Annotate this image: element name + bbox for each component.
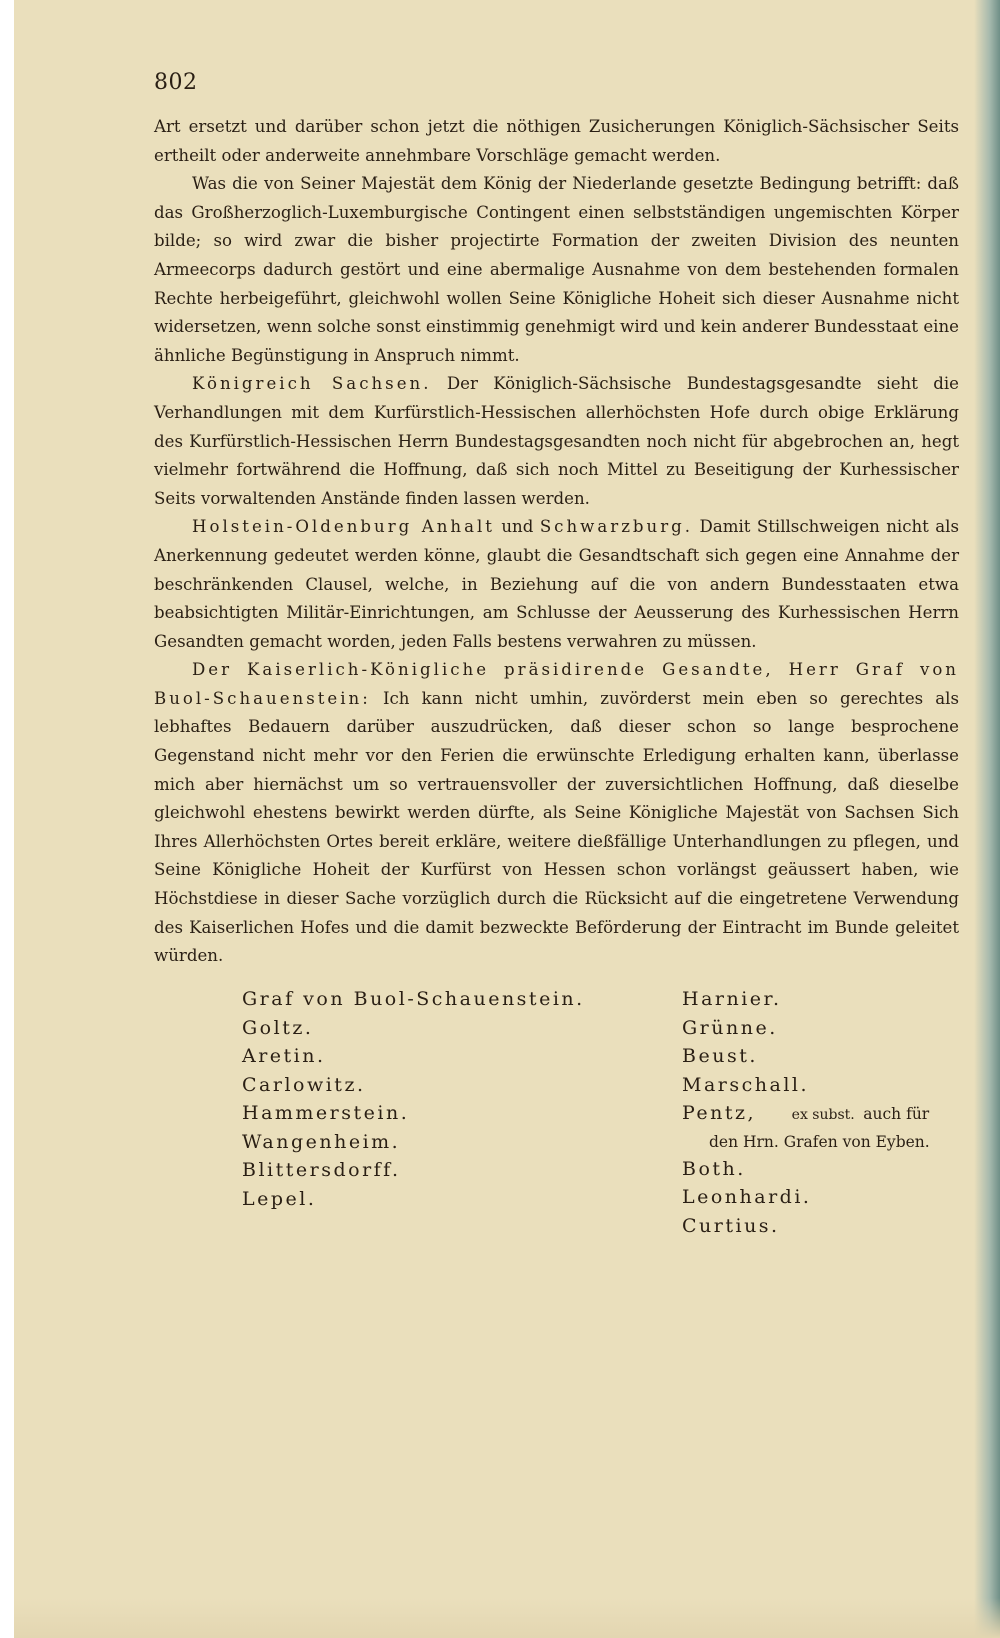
- signature: Aretin.: [242, 1045, 326, 1067]
- signature: Harnier.: [682, 988, 782, 1010]
- signature: Beust.: [682, 1045, 758, 1067]
- signature-pentz-latin: ex subst.: [791, 1107, 855, 1123]
- signature: Marschall.: [682, 1073, 810, 1096]
- signature: Carlowitz.: [242, 1073, 366, 1096]
- paragraph-4: [154, 513, 959, 656]
- paragraph-1: [154, 113, 959, 170]
- signature-pentz: [682, 1099, 962, 1129]
- signature: Lepel.: [242, 1187, 317, 1210]
- paragraph-4-lead2: Schwarzburg.: [539, 517, 694, 537]
- page-edge-shadow: [974, 0, 1000, 1638]
- signature: Graf von Buol-Schauenstein.: [242, 988, 585, 1010]
- signature: Both.: [682, 1157, 746, 1180]
- paragraph-3-lead: Königreich Sachsen.: [192, 374, 432, 394]
- document-page: [14, 0, 1000, 1638]
- paragraph-4-text: Damit Stillschweigen nicht als Anerkennung gedeutet werden könne, glaubt die Gesandtschaft sich gegen eine Annahme der beschränkenden Clausel, welche, in Beziehung auf die von andern Bundesstaaten etwa beabsichtigten Militär-Einrichtungen, am Schlusse der Aeusserung des Kurhessischen Herrn Gesandten gemacht worden, jeden Falls bestens verwahren zu müssen.: [154, 517, 959, 651]
- page-bottom-shade: [14, 1598, 1000, 1638]
- paragraph-5-lead: Der Kaiserlich-Königliche präsidirende Gesandte, Herr Graf von Buol-Schauenstein:: [154, 660, 959, 708]
- paragraph-4-lead: Holstein-Oldenburg Anhalt: [192, 517, 495, 537]
- page-number: 802: [154, 70, 198, 95]
- signature-pentz-name: Pentz,: [682, 1102, 757, 1124]
- signature: Grünne.: [682, 1016, 778, 1039]
- paragraph-2-text: Was die von Seiner Majestät dem König der Niederlande gesetzte Bedingung betrifft: daß das Großherzoglich-Luxemburgische Contingent einen selbstständigen ungemischten Körper bilde; so wird zwar die bisher projectirte Formation der zweiten Division des neunten Armeecorps dadurch gestört und eine abermalige Ausnahme von dem bestehenden formalen Rechte herbeigeführt, gleichwohl wollen Seine Königliche Hoheit sich dieser Ausnahme nicht widersetzen, wenn solche sonst einstimmig genehmigt wird und kein anderer Bundesstaat eine ähnliche Begünstigung in Anspruch nimmt.: [154, 174, 959, 365]
- page-text: [154, 70, 959, 971]
- signature-pentz-rest: auch für: [863, 1105, 930, 1123]
- signature-pentz-line2: den Hrn. Grafen von Eyben.: [709, 1132, 930, 1151]
- signature: Curtius.: [682, 1214, 780, 1237]
- signatures-right-column: [682, 985, 962, 1240]
- signature: Wangenheim.: [242, 1130, 401, 1153]
- signature: Goltz.: [242, 1016, 314, 1039]
- signature: Hammerstein.: [242, 1102, 410, 1124]
- paragraph-5-text: Ich kann nicht umhin, zuvörderst mein eben so gerechtes als lebhaftes Bedauern darüber auszudrücken, daß dieser schon so lange besprochene Gegenstand nicht mehr vor den Ferien die erwünschte Erledigung erhalten kann, überlasse mich aber hiernächst um so vertrauensvoller der zuversichtlichen Hoffnung, daß dieselbe gleichwohl ehestens bewirkt werden dürfte, als Seine Königliche Majestät von Sachsen Sich Ihres Allerhöchsten Ortes bereit erkläre, weitere dießfällige Unterhandlungen zu pflegen, und Seine Königliche Hoheit der Kurfürst von Hessen schon vorlängst geäussert haben, wie Höchstdiese in dieser Sache vorzüglich durch die Rücksicht auf die eingetretene Verwendung des Kaiserlichen Hofes und die damit bezweckte Beförderung der Eintracht im Bunde geleitet würden.: [154, 688, 959, 966]
- signature: Blittersdorff.: [242, 1159, 401, 1181]
- signatures-left-column: [242, 985, 662, 1240]
- paragraph-4-connector: und: [501, 517, 534, 537]
- signature: Leonhardi.: [682, 1186, 812, 1208]
- paragraph-3: [154, 370, 959, 513]
- paragraph-1-text: Art ersetzt und darüber schon jetzt die nöthigen Zusicherungen Königlich-Sächsischer Seits ertheilt oder anderweite annehmbare Vorschläge gemacht werden.: [154, 117, 959, 165]
- paragraph-5: [154, 656, 959, 971]
- paragraph-3-text: Der Königlich-Sächsische Bundestagsgesandte sieht die Verhandlungen mit dem Kurfürstlich-Hessischen allerhöchsten Hofe durch obige Erklärung des Kurfürstlich-Hessischen Herrn Bundestagsgesandten noch nicht für abgebrochen an, hegt vielmehr fortwährend die Hoffnung, daß sich noch Mittel zu Beseitigung der Kurhessischer Seits vorwaltenden Anstände finden lassen werden.: [154, 374, 959, 508]
- signatures: [242, 985, 962, 1240]
- paragraph-2: [154, 170, 959, 370]
